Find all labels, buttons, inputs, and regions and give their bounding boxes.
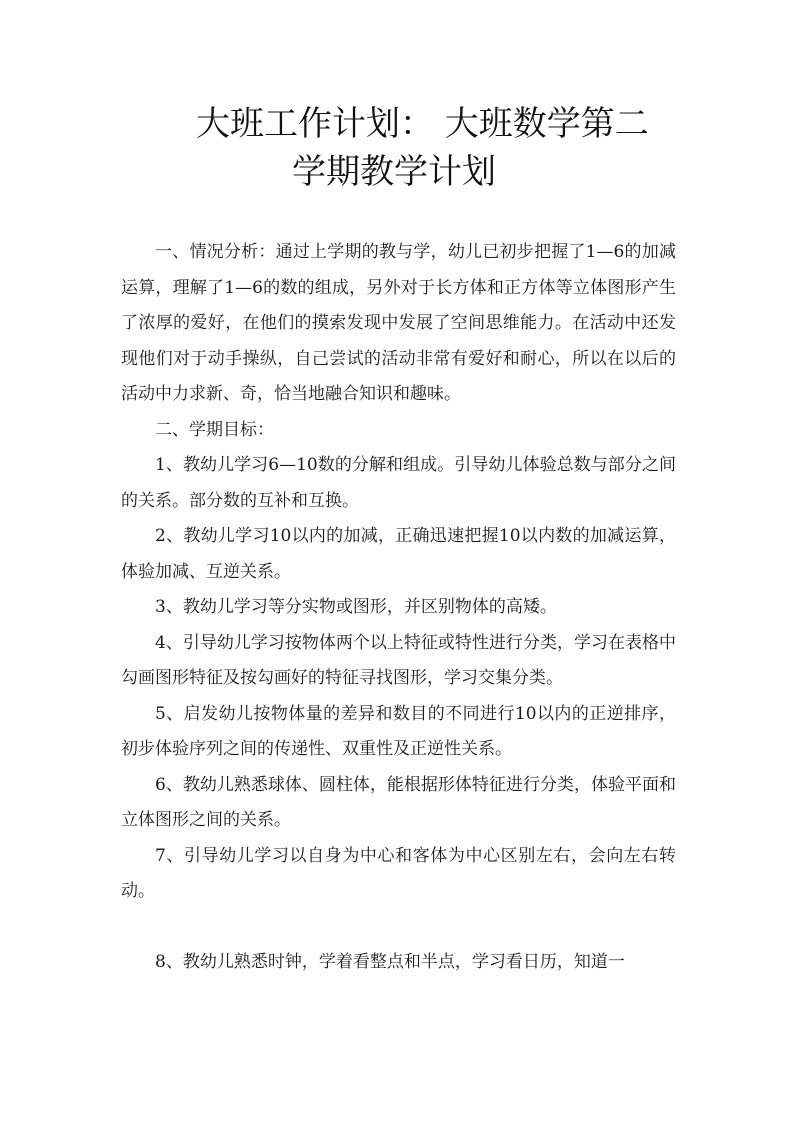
paragraph-goal-6: 6、教幼儿熟悉球体、圆柱体，能根据形体特征进行分类，体验平面和立体图形之间的关系。 <box>121 774 676 830</box>
paragraph-goal-5: 5、启发幼儿按物体量的差异和数目的不同进行10以内的正逆排序，初步体验序列之间的传递性、双重性及正逆性关系。 <box>121 703 676 759</box>
paragraph-situation-analysis: 一、情况分析：通过上学期的教与学，幼儿已初步把握了1—6的加减运算，理解了1—6的数的组成，另外对于长方体和正方体等立体图形产生了浓厚的爱好，在他们的摸索发现中发展了空间思维能力。在活动中还发现他们对于动手操纵，自己尝试的活动非常有爱好和耐心，所以在以后的活动中力求新、奇，恰当地融合知识和趣味。 <box>121 242 676 404</box>
document-title <box>120 100 680 196</box>
paragraph-semester-goals-heading: 二、学期目标： <box>155 419 274 440</box>
title-line-2: 学期教学计划 <box>292 152 496 192</box>
document-body <box>121 235 676 980</box>
paragraph-goal-3: 3、教幼儿学习等分实物或图形，并区别物体的高矮。 <box>155 597 557 617</box>
paragraph-goal-4: 4、引导幼儿学习按物体两个以上特征或特性进行分类，学习在表格中勾画图形特征及按勾画好的特征寻找图形，学习交集分类。 <box>121 632 676 688</box>
paragraph-goal-2: 2、教幼儿学习10以内的加减，正确迅速把握10以内数的加减运算，体验加减、互逆关系。 <box>121 526 676 582</box>
paragraph-goal-1: 1、教幼儿学习6—10数的分解和组成。引导幼儿体验总数与部分之间的关系。部分数的互补和互换。 <box>121 455 676 511</box>
paragraph-goal-7: 7、引导幼儿学习以自身为中心和客体为中心区别左右，会向左右转动。 <box>121 845 676 901</box>
title-line-1: 大班工作计划： 大班数学第二 <box>196 104 649 144</box>
paragraph-goal-8: 8、教幼儿熟悉时钟，学着看整点和半点，学习看日历，知道一 <box>155 951 625 972</box>
